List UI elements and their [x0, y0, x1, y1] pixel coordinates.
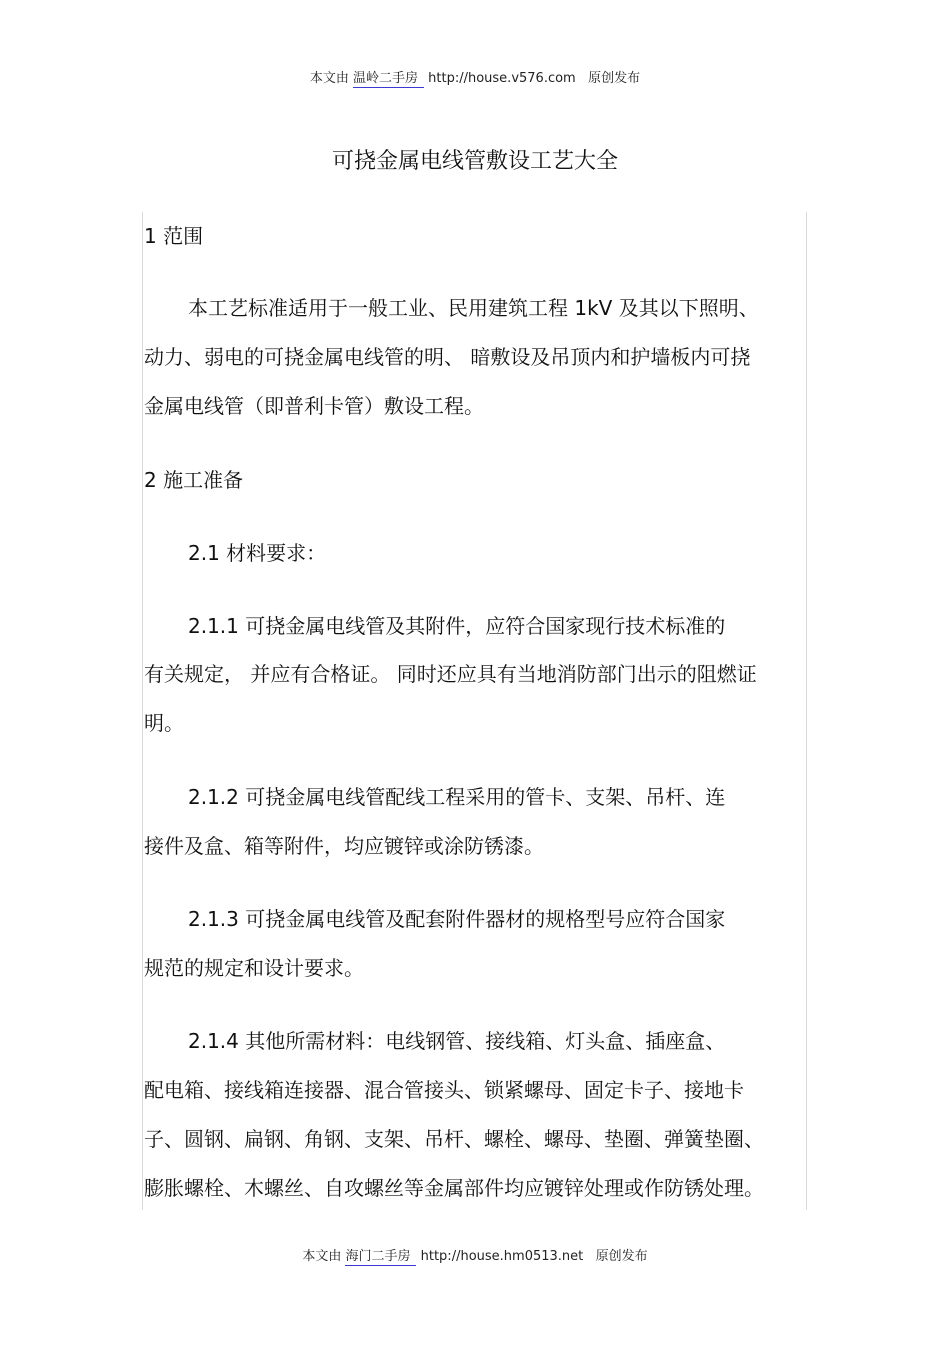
header-site-link[interactable]: 温岭二手房 [353, 71, 424, 88]
footer-prefix: 本文由 [302, 1249, 342, 1264]
footer-url[interactable]: http://house.hm0513.net [420, 1249, 584, 1264]
header-url[interactable]: http://house.v576.com [428, 71, 576, 86]
paragraph-line: 接件及盒、箱等附件，均应镀锌或涂防锈漆。 [144, 834, 544, 858]
subsection-heading-materials: 2.1 材料要求： [188, 541, 327, 565]
paragraph-line: 子、圆钢、扁钢、角钢、支架、吊杆、螺栓、螺母、垫圈、弹簧垫圈、 [144, 1127, 764, 1151]
page-footer [0, 1248, 950, 1266]
section-heading-scope: 1 范围 [144, 224, 204, 248]
paragraph-line: 规范的规定和设计要求。 [144, 956, 364, 980]
paragraph-line: 配电箱、接线箱连接器、混合管接头、锁紧螺母、固定卡子、接地卡 [144, 1078, 744, 1102]
paragraph-line: 2.1.3 可挠金属电线管及配套附件器材的规格型号应符合国家 [188, 907, 726, 931]
header-suffix: 原创发布 [588, 71, 641, 86]
left-margin-rule [142, 212, 143, 1210]
footer-site-link[interactable]: 海门二手房 [345, 1249, 416, 1266]
paragraph-line: 金属电线管（即普利卡管）敷设工程。 [144, 394, 484, 418]
paragraph-line: 本工艺标准适用于一般工业、民用建筑工程 1kV 及其以下照明、 [188, 296, 759, 320]
paragraph-line: 有关规定， 并应有合格证。 同时还应具有当地消防部门出示的阻燃证 [144, 662, 757, 686]
document-title: 可挠金属电线管敷设工艺大全 [331, 149, 618, 174]
page-header [0, 70, 950, 88]
paragraph-line: 动力、弱电的可挠金属电线管的明、 暗敷设及吊顶内和护墙板内可挠 [144, 345, 751, 369]
header-prefix: 本文由 [309, 71, 349, 86]
paragraph-line: 明。 [144, 711, 184, 735]
paragraph-line: 2.1.4 其他所需材料：电线钢管、接线箱、灯头盒、插座盒、 [188, 1029, 726, 1053]
section-heading-preparation: 2 施工准备 [144, 468, 244, 492]
footer-suffix: 原创发布 [595, 1249, 648, 1264]
paragraph-line: 2.1.2 可挠金属电线管配线工程采用的管卡、支架、吊杆、连 [188, 785, 726, 809]
paragraph-line: 膨胀螺栓、木螺丝、自攻螺丝等金属部件均应镀锌处理或作防锈处理。 [144, 1176, 764, 1200]
paragraph-line: 2.1.1 可挠金属电线管及其附件，应符合国家现行技术标准的 [188, 614, 726, 638]
right-margin-rule [806, 212, 807, 1210]
